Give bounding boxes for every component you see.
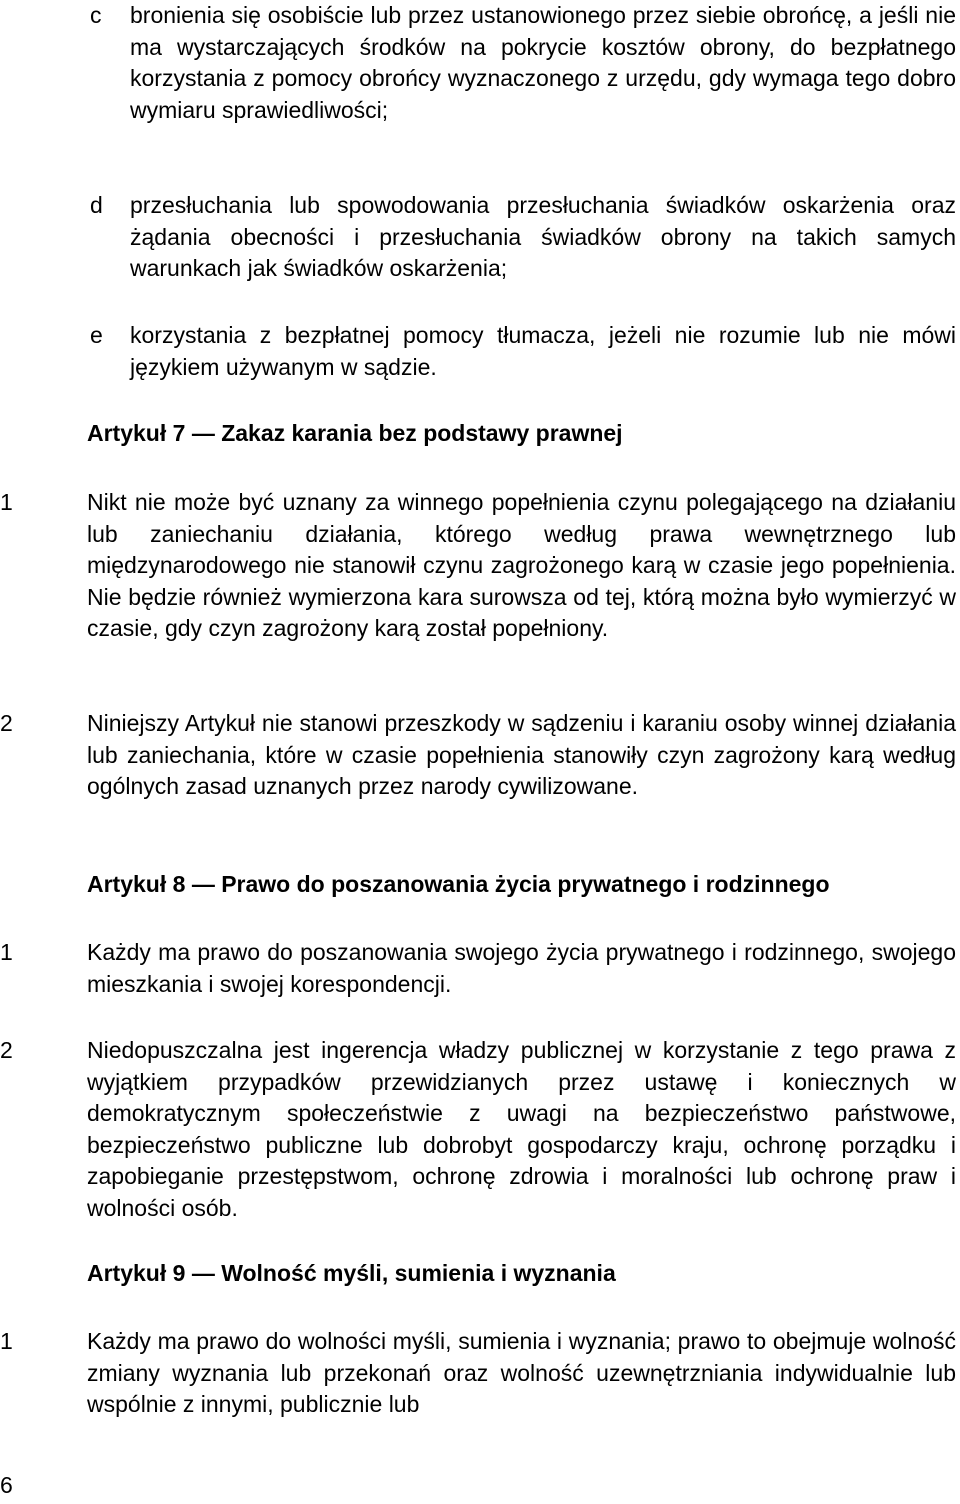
paragraph-number: 2 <box>0 710 13 736</box>
paragraph-text: Każdy ma prawo do wolności myśli, sumienia i wyznania; prawo to obejmuje wolność zmiany wyznania lub przekonań oraz wolność uzewnętrzniania indywidualnie lub wspólnie z innymi, publicznie lub <box>87 1328 956 1417</box>
article-8-heading: Artykuł 8 — Prawo do poszanowania życia prywatnego i rodzinnego <box>87 871 830 897</box>
paragraph-number: 1 <box>0 489 13 515</box>
paragraph-number: 2 <box>0 1037 13 1063</box>
paragraph-text: Niedopuszczalna jest ingerencja władzy publicznej w korzystanie z tego prawa z wyjątkiem przypadków przewidzianych przez ustawę i koniecznych w demokratycznym społeczeństwie z uwagi na bezpieczeństwo państwowe, bezpieczeństwo publiczne lub dobrobyt gospodarczy kraju, ochronę porządku i zapobieganie przestępstwom, ochronę zdrowia i moralności lub ochronę praw i wolności osób. <box>87 1037 956 1221</box>
paragraph-text: Nikt nie może być uznany za winnego popełnienia czynu polegającego na działaniu lub zaniechaniu działania, którego według prawa wewnętrznego lub międzynarodowego nie stanowił czynu zagrożonego karą w czasie jego popełnienia. Nie będzie również wymierzona kara surowsza od tej, którą można było wymierzyć w czasie, gdy czyn zagrożony karą został popełniony. <box>87 489 956 641</box>
item-text: przesłuchania lub spowodowania przesłuchania świadków oskarżenia oraz żądania obecności i przesłuchania świadków obrony na takich samych warunkach jak świadków oskarżenia; <box>130 192 956 281</box>
item-text: bronienia się osobiście lub przez ustanowionego przez siebie obrońcę, a jeśli nie ma wystarczających środków na pokrycie kosztów obrony, do bezpłatnego korzystania z pomocy obrońcy wyznaczonego z urzędu, gdy wymaga tego dobro wymiaru sprawiedliwości; <box>130 2 956 123</box>
paragraph-text: Niniejszy Artykuł nie stanowi przeszkody w sądzeniu i karaniu osoby winnej działania lub zaniechania, które w czasie popełnienia stanowiły czyn zagrożony karą według ogólnych zasad uznanych przez narody cywilizowane. <box>87 710 956 799</box>
page-number: 6 <box>0 1472 13 1498</box>
item-letter: d <box>90 192 103 218</box>
paragraph-text: Każdy ma prawo do poszanowania swojego życia prywatnego i rodzinnego, swojego mieszkania i swojej korespondencji. <box>87 939 956 997</box>
item-letter: c <box>90 2 102 28</box>
paragraph-number: 1 <box>0 939 13 965</box>
item-text: korzystania z bezpłatnej pomocy tłumacza, jeżeli nie rozumie lub nie mówi językiem używanym w sądzie. <box>130 322 956 380</box>
article-7-heading: Artykuł 7 — Zakaz karania bez podstawy prawnej <box>87 420 623 446</box>
item-letter: e <box>90 322 103 348</box>
paragraph-number: 1 <box>0 1328 13 1354</box>
article-9-heading: Artykuł 9 — Wolność myśli, sumienia i wyznania <box>87 1260 616 1286</box>
